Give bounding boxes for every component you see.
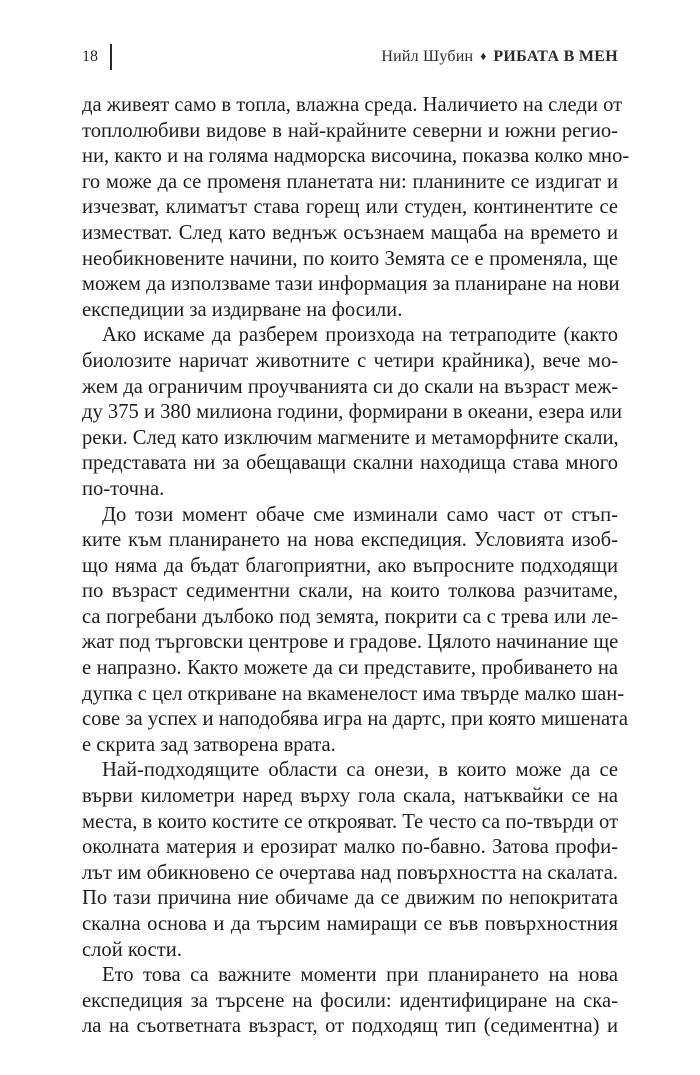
text-line: необикновените начини, по които Земята се е променяла, ще	[82, 247, 618, 270]
running-head-title	[381, 48, 618, 66]
text-line: сове за успех и наподобява игра на дартс, при която мишената	[82, 708, 629, 731]
text-line: До този момент обаче сме изминали само част от стъп-	[102, 503, 618, 526]
running-head	[82, 44, 618, 72]
text-line: изместват. След като веднъж осъзнаем мащаба на времето и	[82, 221, 618, 244]
text-line: ките към планирането на нова експедиция. Условията изоб-	[82, 529, 618, 552]
text-line: върви километри наред върху гола скала, натъквайки се на	[82, 785, 618, 808]
paragraph	[82, 323, 623, 502]
text-line: лът им обикновено се очертава над повърхността на скалата.	[82, 861, 618, 884]
text-line: експедиция за търсене на фосили: идентифициране на ска-	[82, 989, 618, 1012]
text-line: ни, както и на голяма надморска височина, показва колко мно-	[82, 145, 630, 168]
text-line: скална основа и да търсим намиращи се във повърхностния	[82, 913, 618, 935]
text-line: жат под търговски центрове и градове. Цялото начинание ще	[82, 631, 619, 654]
text-line: топлолюбиви видове в най-крайните северни и южни регио-	[82, 119, 618, 142]
diamond-separator-icon: ♦	[480, 49, 487, 63]
text-line: дупка с цел откриване на вкаменелост има твърде малко шан-	[82, 682, 625, 705]
text-line: места, в които костите се открояват. Те често са по-твърди от	[82, 810, 619, 833]
paragraph	[82, 963, 618, 1040]
text-line: по-точна.	[82, 477, 165, 500]
text-line: ла на съответната възраст, от подходящ тип (седиментна) и	[82, 1015, 618, 1038]
text-line: ду 375 и 380 милиона години, формирани в океани, езера или	[82, 401, 623, 424]
paragraph	[82, 503, 629, 759]
text-line: що няма да бъдат благоприятни, ако въпросните подходящи	[82, 554, 618, 577]
text-line: околната материя и ерозират малко по-бавно. Затова профи-	[82, 836, 618, 859]
book-title: РИБАТА В МЕН	[493, 48, 618, 65]
text-line: биолозите наричат животните с четири крайника), вече мо-	[82, 349, 618, 372]
text-line: го може да се променя планетата ни: планините се издигат и	[82, 170, 618, 193]
text-line: е напразно. Както можете да си представите, пробиването на	[82, 657, 618, 680]
text-line: експедиции за издирване на фосили.	[82, 298, 403, 321]
paragraph	[82, 93, 630, 323]
text-line: Ако искаме да разберем произхода на тетраподите (както	[102, 324, 618, 347]
text-line: можем да използваме тази информация за планиране на нови	[82, 273, 620, 296]
text-line: слой кости.	[82, 938, 182, 961]
text-line: Ето това са важните моменти при планирането на нова	[102, 964, 618, 987]
header-divider	[110, 44, 112, 70]
page-number: 18	[82, 48, 98, 65]
author-name: Нийл Шубин	[381, 48, 474, 65]
text-line: Най-подходящите области са онези, в които може да се	[102, 759, 618, 782]
text-line: реки. След като изключим магмените и метаморфните скали,	[82, 426, 619, 449]
paragraph	[82, 758, 618, 963]
text-line: да живеят само в топла, влажна среда. Наличието на следи от	[82, 94, 623, 116]
text-line: По тази причина ние обичаме да се движим по непокритата	[82, 887, 618, 910]
text-line: изчезват, климатът става горещ или студен, континентите се	[82, 196, 618, 219]
body-text	[82, 93, 630, 1040]
text-line: са погребани дълбоко под земята, покрити са с трева или ле-	[82, 605, 618, 628]
text-line: по възраст седиментни скали, на които толкова разчитаме,	[82, 580, 618, 603]
text-line: представата ни за обещаващи скални находища става много	[82, 452, 618, 475]
text-line: жем да ограничим проучванията си до скали на възраст меж-	[82, 375, 619, 398]
text-line: е скрита зад затворена врата.	[82, 733, 336, 756]
